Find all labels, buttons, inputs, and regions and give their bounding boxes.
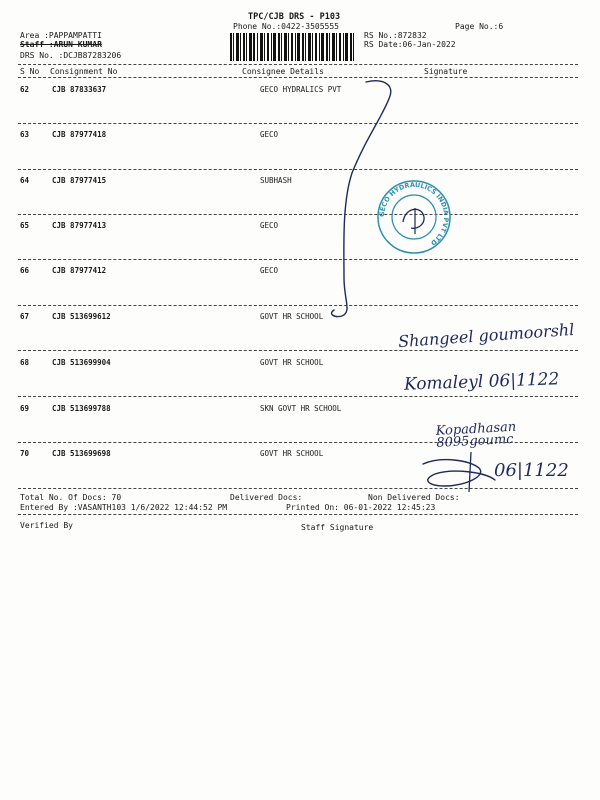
stamp-text: GECO HYDRAULICS INDIA PVT LTD [377,180,451,248]
report-title: TPC/CJB DRS - P103 [248,12,341,22]
page-number: Page No.:6 [455,22,504,31]
row-divider [18,169,578,170]
rs-date: RS Date:06-Jan-2022 [364,40,456,49]
row-sno: 68 [20,358,30,367]
handwritten-signature-1: Shangeel goumoorshl [397,319,575,352]
drs-number: DRS No. :DCJB87283206 [20,51,122,60]
row-consignment: CJB 513699788 [52,404,111,413]
signature-flourish-icon [415,450,500,495]
staff-label: Staff :ARUN KUMAR [20,40,102,49]
printed-on: Printed On: 06-01-2022 12:45:23 [286,503,436,512]
barcode-icon [230,33,354,61]
row-sno: 63 [20,130,30,139]
entered-by: Entered By :VASANTH103 1/6/2022 12:44:52 PM [20,503,228,512]
staff-signature-label: Staff Signature [301,523,374,532]
row-consignment: CJB 513699698 [52,449,111,458]
row-divider [18,259,578,260]
row-consignment: CJB 87977412 [52,266,107,275]
row-sno: 69 [20,404,30,413]
divider [18,64,578,65]
verified-by: Verified By [20,521,73,530]
row-consignment: CJB 87977413 [52,221,107,230]
divider [18,77,578,78]
row-divider [18,396,578,397]
row-divider [18,214,578,215]
row-consignee: SKN GOVT HR SCHOOL [260,404,342,413]
company-stamp-icon [375,178,453,256]
handwritten-date: 06|1122 [494,460,569,481]
row-consignee: SUBHASH [260,176,292,185]
row-sno: 64 [20,176,30,185]
row-divider [18,305,578,306]
row-consignee: GECO [260,266,279,275]
row-consignee: GECO [260,221,279,230]
phone-number: Phone No.:0422-3505555 [233,22,339,31]
row-consignment: CJB 87833637 [52,85,107,94]
row-sno: 65 [20,221,30,230]
row-consignee: GOVT HR SCHOOL [260,312,324,321]
row-divider [18,350,578,351]
row-consignee: GOVT HR SCHOOL [260,449,324,458]
handwritten-signature-2: Komaleyl 06|1122 [403,369,560,395]
handwritten-signature-3: Kopadhasan 8095goumc [435,419,517,451]
col-consignment: Consignment No [50,67,118,76]
row-consignee: GECO HYDRALICS PVT [260,85,342,94]
row-divider [18,123,578,124]
row-consignment: CJB 87977418 [52,130,107,139]
row-sno: 70 [20,449,30,458]
row-consignment: CJB 513699904 [52,358,111,367]
col-signature: Signature [424,67,468,76]
row-consignee: GECO [260,130,279,139]
col-consignee: Consignee Details [242,67,324,76]
col-sno: S No [20,67,40,76]
row-sno: 62 [20,85,30,94]
rs-number: RS No.:872832 [364,31,427,40]
row-sno: 67 [20,312,30,321]
divider [18,514,578,515]
row-sno: 66 [20,266,30,275]
non-delivered-docs: Non Delivered Docs: [368,493,460,502]
row-consignment: CJB 513699612 [52,312,111,321]
area-label: Area :PAPPAMPATTI [20,31,102,40]
delivered-docs: Delivered Docs: [230,493,303,502]
row-consignment: CJB 87977415 [52,176,107,185]
total-docs: Total No. Of Docs: 70 [20,493,122,502]
row-consignee: GOVT HR SCHOOL [260,358,324,367]
